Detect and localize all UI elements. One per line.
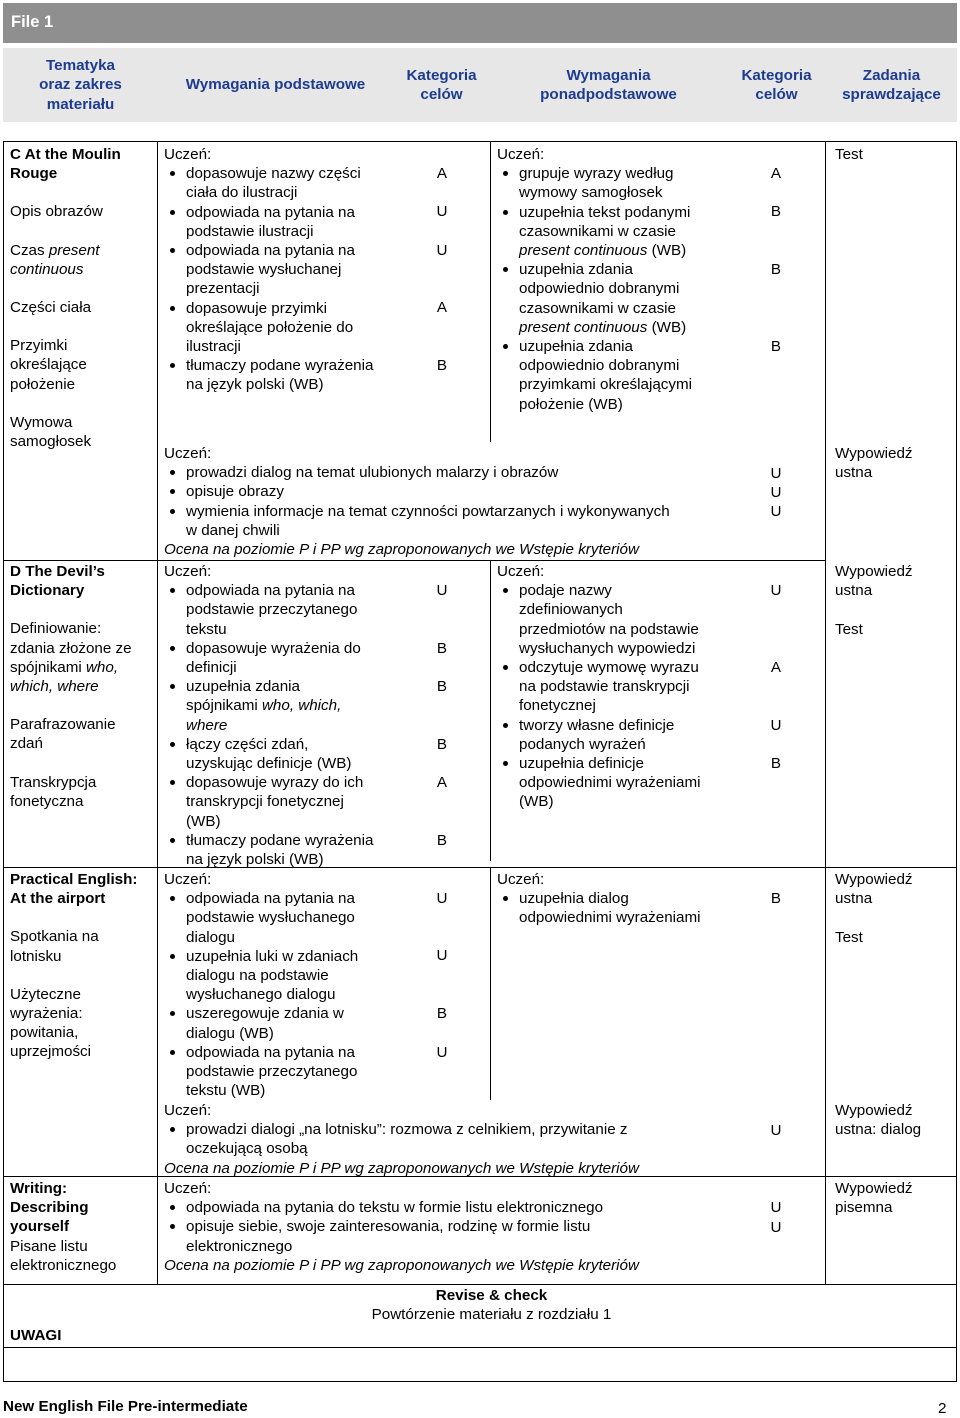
grade: B: [770, 261, 782, 278]
list-item: opisuje siebie, swoje zainteresowania, rodzinę w formie listu elektronicznego: [164, 1217, 734, 1255]
grade: A: [436, 774, 448, 791]
student-label: Uczeń:: [164, 871, 212, 888]
section-c-basic: [164, 145, 394, 395]
section-e-advanced: [497, 870, 727, 928]
topic-opis: Opis obrazów: [10, 203, 103, 221]
list-item: odpowiada na pytania na podstawie ilustracji: [164, 203, 394, 241]
student-label: Uczeń:: [164, 563, 212, 580]
list-item: odczytuje wymowę wyrazu na podstawie transkrypcji fonetycznej: [497, 658, 727, 716]
student-label: Uczeń:: [497, 563, 545, 580]
grade: B: [436, 1005, 448, 1022]
list-item: uzupełnia definicje odpowiednimi wyrażeniami (WB): [497, 754, 727, 812]
grade: B: [436, 832, 448, 849]
task-test: Test: [835, 621, 863, 638]
revise-title: Revise & check: [435, 1287, 548, 1304]
list-item: uzupełnia zdania odpowiednio dobranymi czasownikami w czasie present continuous (WB): [497, 260, 727, 337]
task-written: Wypowiedź pisemna: [835, 1180, 913, 1217]
list-item: tworzy własne definicje podanych wyrażeń: [497, 716, 727, 754]
assessment-note: Ocena na poziomie P i PP wg zaproponowanych we Wstępie kryteriów: [164, 1256, 639, 1274]
grade: U: [436, 582, 448, 599]
grade: A: [770, 165, 782, 182]
grade: U: [436, 242, 448, 259]
topic-czesci: Części ciała: [10, 299, 92, 317]
list-item: odpowiada na pytania do tekstu w formie listu elektronicznego: [164, 1198, 734, 1217]
topic-parafrazowanie: Parafrazowanie zdań: [10, 716, 116, 753]
list-item: prowadzi dialog na temat ulubionych malarzy i obrazów: [164, 463, 734, 482]
topic-wymowa: Wymowa samogłosek: [10, 413, 92, 451]
section-e-title: Practical English: At the airport: [10, 871, 138, 908]
grade: B: [770, 755, 782, 772]
task-test: Test: [835, 146, 863, 163]
section-e-wide: [164, 1101, 734, 1178]
student-label: Uczeń:: [497, 871, 545, 888]
topic-definiowanie: Definiowanie: zdania złożone ze spójnikami who, which, where: [10, 620, 132, 696]
grade: U: [436, 1044, 448, 1061]
list-item: tłumaczy podane wyrażenia na język polski (WB): [164, 831, 394, 869]
revise-subtitle: Powtórzenie materiału z rozdziału 1: [371, 1306, 612, 1324]
grade: A: [436, 165, 448, 182]
grade: B: [770, 338, 782, 355]
list-item: grupuje wyrazy według wymowy samogłosek: [497, 164, 727, 202]
uwagi-label: UWAGI: [10, 1327, 62, 1344]
student-label: Uczeń:: [497, 146, 545, 163]
page-number: 2: [938, 1400, 947, 1417]
grade: U: [436, 203, 448, 220]
header-basic: Wymagania podstawowe: [185, 76, 366, 94]
task-oral: Wypowiedź ustna: [835, 445, 913, 482]
grade: U: [436, 947, 448, 964]
grade: B: [436, 678, 448, 695]
header-category-2: Kategoria celów: [741, 66, 812, 103]
task-test: Test: [835, 929, 863, 946]
list-item: dopasowuje przyimki określające położenie do ilustracji: [164, 299, 394, 357]
student-label: Uczeń:: [164, 445, 212, 462]
grade: B: [436, 640, 448, 657]
section-d-advanced: [497, 562, 727, 812]
section-f-topic: [10, 1179, 156, 1275]
list-item: dopasowuje wyrażenia do definicji: [164, 639, 394, 677]
list-item: uszeregowuje zdania w dialogu (WB): [164, 1004, 394, 1042]
grade: U: [436, 890, 448, 907]
student-label: Uczeń:: [164, 146, 212, 163]
grade: B: [770, 203, 782, 220]
list-item: uzupełnia dialog odpowiednimi wyrażeniami: [497, 889, 727, 927]
task-oral: Wypowiedź ustna: [835, 871, 913, 908]
section-f-wide: [164, 1179, 734, 1275]
list-item: odpowiada na pytania na podstawie przeczytanego tekstu: [164, 581, 394, 639]
list-item: opisuje obrazy: [164, 482, 734, 501]
list-item: uzupełnia zdania spójnikami who, which, where: [164, 677, 394, 735]
grade: B: [770, 890, 782, 907]
topic-transkrypcja: Transkrypcja fonetyczna: [10, 773, 97, 810]
file-title: File 1: [11, 13, 54, 31]
list-item: podaje nazwy zdefiniowanych przedmiotów na podstawie wysłuchanych wypowiedzi: [497, 581, 727, 658]
assessment-note: Ocena na poziomie P i PP wg zaproponowanych we Wstępie kryteriów: [164, 1159, 639, 1177]
topic-spotkania: Spotkania na lotnisku: [10, 928, 99, 965]
file-title-bar: [3, 3, 957, 43]
header-topic: Tematyka oraz zakres materiału: [39, 57, 122, 113]
grade: U: [770, 503, 782, 520]
section-f-title: Writing: Describing yourself: [10, 1180, 89, 1236]
section-d-basic: [164, 562, 394, 869]
header-tasks: Zadania sprawdzające: [842, 66, 941, 103]
list-item: odpowiada na pytania na podstawie wysłuchanego dialogu: [164, 889, 394, 947]
list-item: prowadzi dialogi „na lotnisku”: rozmowa z celnikiem, przywitanie z oczekującą osobą: [164, 1120, 734, 1158]
grade: B: [436, 736, 448, 753]
grade: A: [436, 299, 448, 316]
section-c-wide: [164, 444, 734, 559]
list-item: uzupełnia zdania odpowiednio dobranymi przyimkami określającymi położenie (WB): [497, 337, 727, 414]
list-item: uzupełnia luki w zdaniach dialogu na podstawie wysłuchanego dialogu: [164, 947, 394, 1005]
grade: U: [770, 1122, 782, 1139]
grade: U: [770, 1219, 782, 1236]
list-item: odpowiada na pytania na podstawie wysłuchanej prezentacji: [164, 241, 394, 299]
topic-list: Pisane listu elektronicznego: [10, 1237, 117, 1274]
section-d-topic: [10, 562, 156, 811]
task-dialog: Wypowiedź ustna: dialog: [835, 1102, 922, 1139]
topic-wyrazenia: Użyteczne wyrażenia: powitania, uprzejmości: [10, 985, 92, 1061]
grade: U: [770, 717, 782, 734]
section-c-advanced: [497, 145, 727, 414]
assessment-note: Ocena na poziomie P i PP wg zaproponowanych we Wstępie kryteriów: [164, 541, 639, 559]
topic-czas: Czas present continuous: [10, 241, 100, 278]
student-label: Uczeń:: [164, 1102, 212, 1119]
grade: U: [770, 582, 782, 599]
list-item: dopasowuje wyrazy do ich transkrypcji fonetycznej (WB): [164, 773, 394, 831]
section-c-title: C At the Moulin Rouge: [10, 146, 121, 183]
grade: U: [770, 1199, 782, 1216]
revise-block: [158, 1286, 825, 1324]
list-item: dopasowuje nazwy części ciała do ilustracji: [164, 164, 394, 202]
section-e-topic: [10, 870, 156, 1062]
section-d-title: D The Devil’s Dictionary: [10, 563, 105, 600]
task-oral: Wypowiedź ustna: [835, 563, 913, 600]
header-category-1: Kategoria celów: [406, 66, 477, 103]
topic-przyimki: Przyimki określające położenie: [10, 337, 87, 393]
student-label: Uczeń:: [164, 1180, 212, 1197]
header-advanced: Wymagania ponadpodstawowe: [540, 66, 677, 103]
list-item: uzupełnia tekst podanymi czasownikami w czasie present continuous (WB): [497, 203, 727, 261]
grade: U: [770, 484, 782, 501]
footer-book-title: New English File Pre-intermediate: [3, 1398, 248, 1415]
grade: B: [436, 357, 448, 374]
list-item: odpowiada na pytania na podstawie przeczytanego tekstu (WB): [164, 1043, 394, 1101]
list-item: tłumaczy podane wyrażenia na język polski (WB): [164, 356, 394, 394]
grade: U: [770, 465, 782, 482]
grade: A: [770, 659, 782, 676]
section-c-topic: [10, 145, 156, 451]
section-e-basic: [164, 870, 394, 1100]
list-item: łączy części zdań, uzyskując definicje (WB): [164, 735, 394, 773]
list-item: wymienia informacje na temat czynności powtarzanych i wykonywanych w danej chwili: [164, 502, 734, 540]
